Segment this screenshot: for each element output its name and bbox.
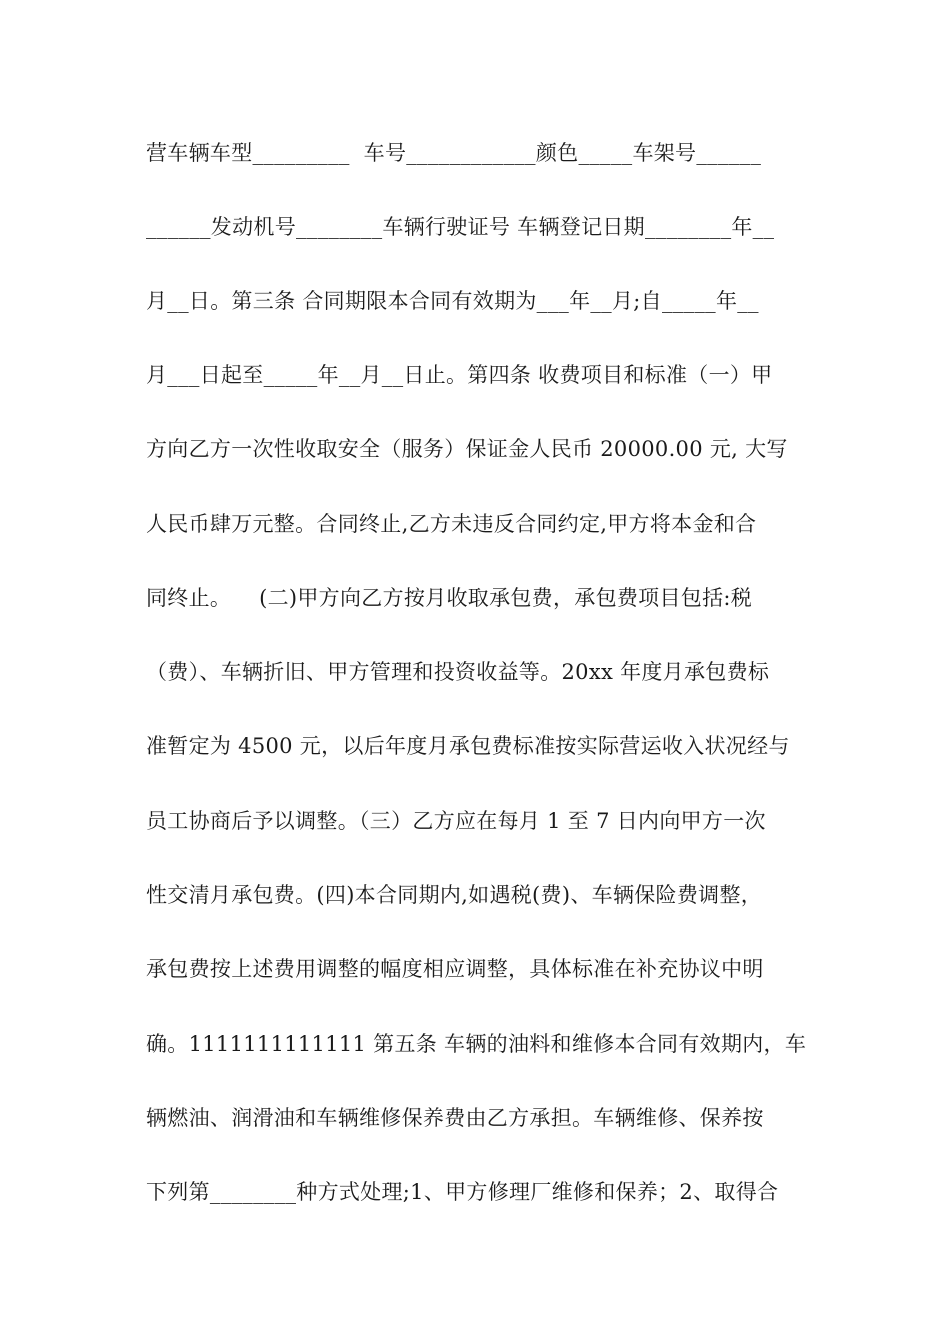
text-line: 下列第________种方式处理;1、甲方修理厂维修和保养；2、取得合 [146,1180,779,1204]
text-line: 承包费按上述费用调整的幅度相应调整，具体标准在补充协议中明 [146,957,764,981]
text-line: 员工协商后予以调整。（三）乙方应在每月 1 至 7 日内向甲方一次 [146,809,766,833]
text-line: ______发动机号________车辆行驶证号 车辆登记日期________年__ [146,215,775,239]
text-line: 同终止。 (二)甲方向乙方按月收取承包费，承包费项目包括:税 [146,586,753,610]
text-line: 性交清月承包费。(四)本合同期内,如遇税(费)、车辆保险费调整， [146,883,763,907]
text-line: 方向乙方一次性收取安全（服务）保证金人民币 20000.00 元, 大写 [146,437,788,461]
text-line: 月___日起至_____年__月__日止。第四条 收费项目和标准（一）甲 [146,363,773,387]
text-line: 确。1111111111111 第五条 车辆的油料和维修本合同有效期内，车 [146,1032,807,1056]
text-line: 营车辆车型_________ 车号____________颜色_____车架号______ [146,141,762,165]
text-line: 辆燃油、润滑油和车辆维修保养费由乙方承担。车辆维修、保养按 [146,1106,764,1130]
text-line: 人民币肆万元整。合同终止,乙方未违反合同约定,甲方将本金和合 [146,512,757,536]
text-line: （费）、车辆折旧、甲方管理和投资收益等。20xx 年度月承包费标 [146,660,770,684]
text-line: 准暂定为 4500 元，以后年度月承包费标准按实际营运收入状况经与 [146,734,790,758]
text-line: 月__日。第三条 合同期限本合同有效期为___年__月;自_____年__ [146,289,759,313]
